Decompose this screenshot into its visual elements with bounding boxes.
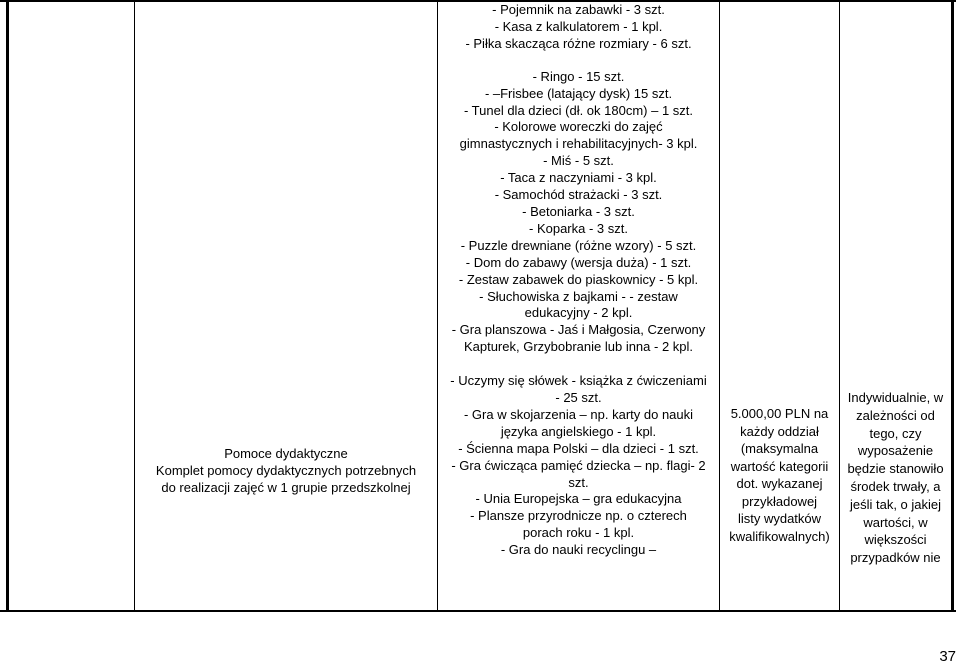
list-item: - Plansze przyrodnicze np. o czterech — [470, 508, 687, 524]
list-item: gimnastycznych i rehabilitacyjnych- 3 kpl. — [459, 136, 698, 152]
list-item: - Koparka - 3 szt. — [529, 220, 628, 236]
note-line: będzie stanowiło — [847, 461, 944, 477]
price-line: dot. wykazanej — [736, 476, 823, 491]
list-item: - Uczymy się słówek - książka z ćwiczeniami — [450, 373, 707, 389]
list-item: - –Frisbee (latający dysk) 15 szt. — [484, 85, 673, 101]
list-item: - Piłka skacząca różne rozmiary - 6 szt. — [465, 35, 692, 51]
notes-text — [840, 389, 951, 567]
spacer — [438, 53, 719, 69]
category-line: Pomoce dydaktyczne — [224, 446, 348, 461]
table-cell-price — [720, 0, 840, 612]
price-text — [720, 405, 839, 545]
spacer — [438, 356, 719, 373]
note-line: jeśli tak, o jakiej — [849, 496, 942, 512]
list-item: - Gra w skojarzenia – np. karty do nauki — [463, 406, 694, 422]
category-line: do realizacji zajęć w 1 grupie przedszkolnej — [161, 480, 411, 495]
list-item: porach roku - 1 kpl. — [522, 525, 635, 541]
table-cell-notes — [840, 0, 954, 612]
table-cell-index — [0, 0, 9, 612]
list-item: - Gra planszowa - Jaś i Małgosia, Czerwony — [451, 322, 706, 338]
table-cell-empty — [9, 0, 135, 612]
note-line: tego, czy — [869, 425, 922, 441]
list-item: - Gra ćwicząca pamięć dziecka – np. flagi- 2 — [451, 457, 706, 473]
category-line: Komplet pomocy dydaktycznych potrzebnych — [155, 463, 417, 478]
list-item: - Pojemnik na zabawki - 3 szt. — [492, 2, 665, 17]
list-item: - Kasa z kalkulatorem - 1 kpl. — [494, 18, 663, 34]
list-item: - Unia Europejska – gra edukacyjna — [475, 491, 682, 507]
table-cell-items — [438, 0, 720, 612]
table-bottom-border — [0, 610, 956, 612]
note-line: Indywidualnie, w — [847, 390, 944, 405]
note-line: wartości, w — [863, 514, 928, 530]
price-line: przykładowej — [741, 493, 818, 509]
note-line: środek trwały, a — [850, 478, 941, 494]
price-line: kwalifikowalnych) — [729, 528, 830, 544]
list-item: - 25 szt. — [555, 390, 602, 406]
list-item: - Zestaw zabawek do piaskownicy - 5 kpl. — [458, 271, 699, 287]
list-item: - Miś - 5 szt. — [543, 153, 614, 169]
page-number: 37 — [939, 648, 956, 665]
price-line: listy wydatków — [737, 511, 822, 526]
note-line: większości — [864, 532, 927, 548]
list-item: - Gra do nauki recyclingu – — [500, 542, 657, 558]
table-cell-category — [135, 0, 438, 612]
note-line: zależności od — [856, 407, 935, 423]
list-item: - Betoniarka - 3 szt. — [522, 203, 635, 219]
items-list — [438, 2, 719, 559]
price-line: każdy oddział — [740, 423, 819, 439]
list-item: - Taca z naczyniami - 3 kpl. — [500, 170, 657, 186]
price-line: 5.000,00 PLN na — [730, 406, 829, 421]
list-item: - Dom do zabawy (wersja duża) - 1 szt. — [465, 254, 692, 270]
list-item: - Ścienna mapa Polski – dla dzieci - 1 szt. — [458, 440, 699, 456]
price-line: (maksymalna — [740, 441, 819, 456]
list-item: Kapturek, Grzybobranie lub inna - 2 kpl. — [463, 339, 694, 355]
list-item: - Ringo - 15 szt. — [532, 68, 625, 84]
list-item: - Kolorowe woreczki do zajęć — [494, 119, 663, 135]
list-item: - Słuchowiska z bajkami - - zestaw — [479, 288, 678, 304]
category-text — [135, 445, 437, 496]
list-item: - Samochód strażacki - 3 szt. — [494, 187, 663, 203]
note-line: przypadków nie — [850, 550, 941, 566]
list-item: szt. — [568, 474, 589, 490]
price-line: wartość kategorii — [730, 458, 829, 474]
list-item: języka angielskiego - 1 kpl. — [500, 423, 657, 439]
list-item: edukacyjny - 2 kpl. — [524, 305, 633, 321]
list-item: - Tunel dla dzieci (dł. ok 180cm) – 1 szt. — [463, 102, 694, 118]
note-line: wyposażenie — [857, 443, 934, 459]
list-item: - Puzzle drewniane (różne wzory) - 5 szt. — [460, 237, 697, 253]
